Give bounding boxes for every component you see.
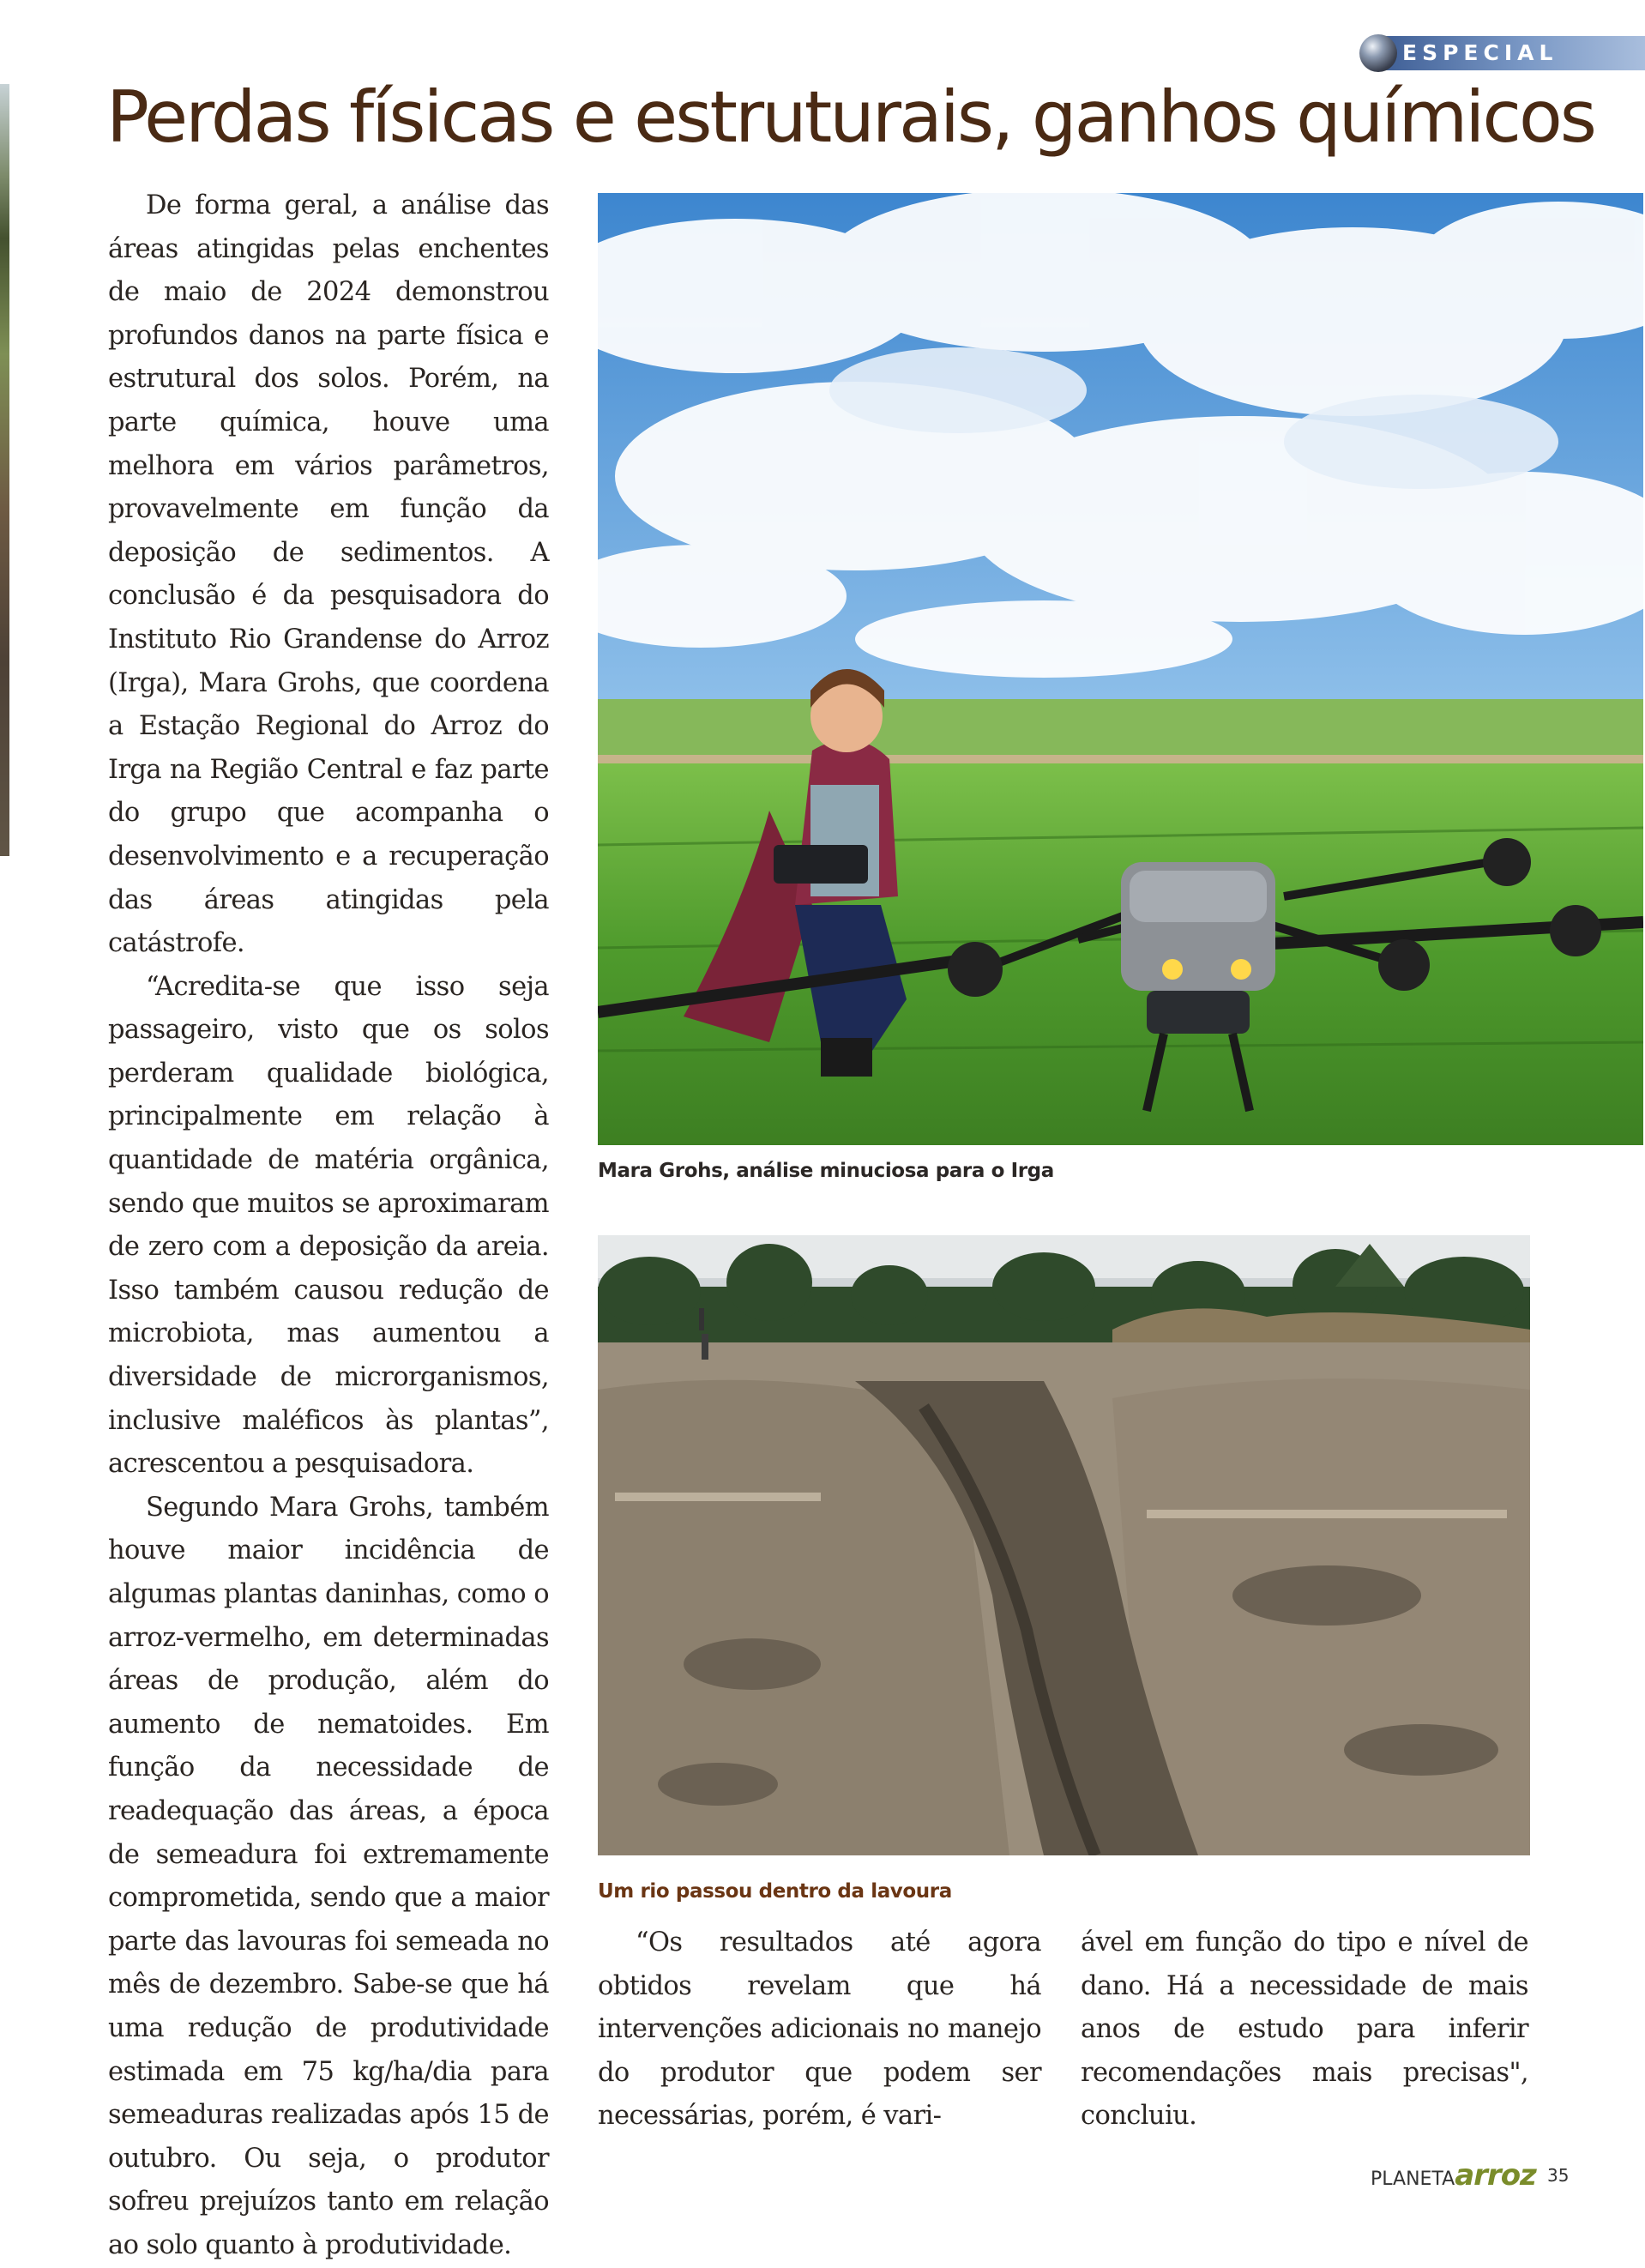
left-column	[108, 184, 549, 2268]
magazine-logo	[1371, 2158, 1536, 2193]
photo-caption: Um rio passou dentro da lavoura	[598, 1880, 952, 1903]
quote-column-left	[598, 1921, 1041, 2138]
paragraph-weeds: Segundo Mara Grohs, também houve maior incidência de algumas plantas daninhas, como o arroz-vermelho, em determinadas áreas de produção, além do aumento de nematoides. Em função da necessidade de readequação das áreas, a época de semeadura foi extremamente comprometida, sendo que a maior parte das lavouras foi semeada no mês de dezembro. Sabe-se que há uma redução de produtividade estimada em 75 kg/ha/dia para semeaduras realizadas após 15 de outubro. Ou seja, o produtor sofreu prejuízos tanto em relação ao solo quanto à produtividade.	[108, 1492, 549, 2260]
logo-name: arroz	[1455, 2158, 1536, 2193]
paragraph-quote: “Acredita-se que isso seja passageiro, visto que os solos perderam qualidade biológica, principalmente em relação à quantidade de matéria orgânica, sendo que muitos se aproximaram de zero com a deposição da areia. Isso também causou redução de microbiota, mas aumentou a diversidade de microrganismos, inclusive maléficos às plantas”, acrescentou a pesquisadora.	[108, 971, 549, 1480]
photo-eroded-field	[598, 1235, 1530, 1855]
page-number: 35	[1547, 2165, 1570, 2186]
section-tag: ESPECIAL	[1402, 40, 1558, 65]
logo-prefix: PLANETA	[1371, 2168, 1455, 2190]
previous-page-edge	[0, 84, 9, 856]
quote-column-right	[1081, 1921, 1528, 2138]
paragraph-intro: De forma geral, a análise das áreas atingidas pelas enchentes de maio de 2024 demonstrou profundos danos na parte física e estrutural dos solos. Porém, na parte química, houve uma melhora em vários parâmetros, provavelmente em função da deposição de sedimentos. A conclusão é da pesquisadora do Instituto Rio Grandense do Arroz (Irga), Mara Grohs, que coordena a Estação Regional do Arroz do Irga na Região Central e faz parte do grupo que acompanha o desenvolvimento e a recuperação das áreas atingidas pela catástrofe.	[108, 190, 549, 959]
globe-icon	[1359, 34, 1397, 72]
photo-researcher-drone	[598, 193, 1643, 1145]
paragraph-quote-end: ável em função do tipo e nível de dano. Há a necessidade de mais anos de estudo para inferir recomendações mais precisas", concluiu.	[1081, 1927, 1528, 2132]
photo-caption: Mara Grohs, análise minuciosa para o Irga	[598, 1160, 1054, 1182]
paragraph-quote-start: “Os resultados até agora obtidos revelam que há intervenções adicionais no manejo do produtor que podem ser necessárias, porém, é vari-	[598, 1927, 1041, 2132]
headline: Perdas físicas e estruturais, ganhos químicos	[106, 75, 1595, 159]
